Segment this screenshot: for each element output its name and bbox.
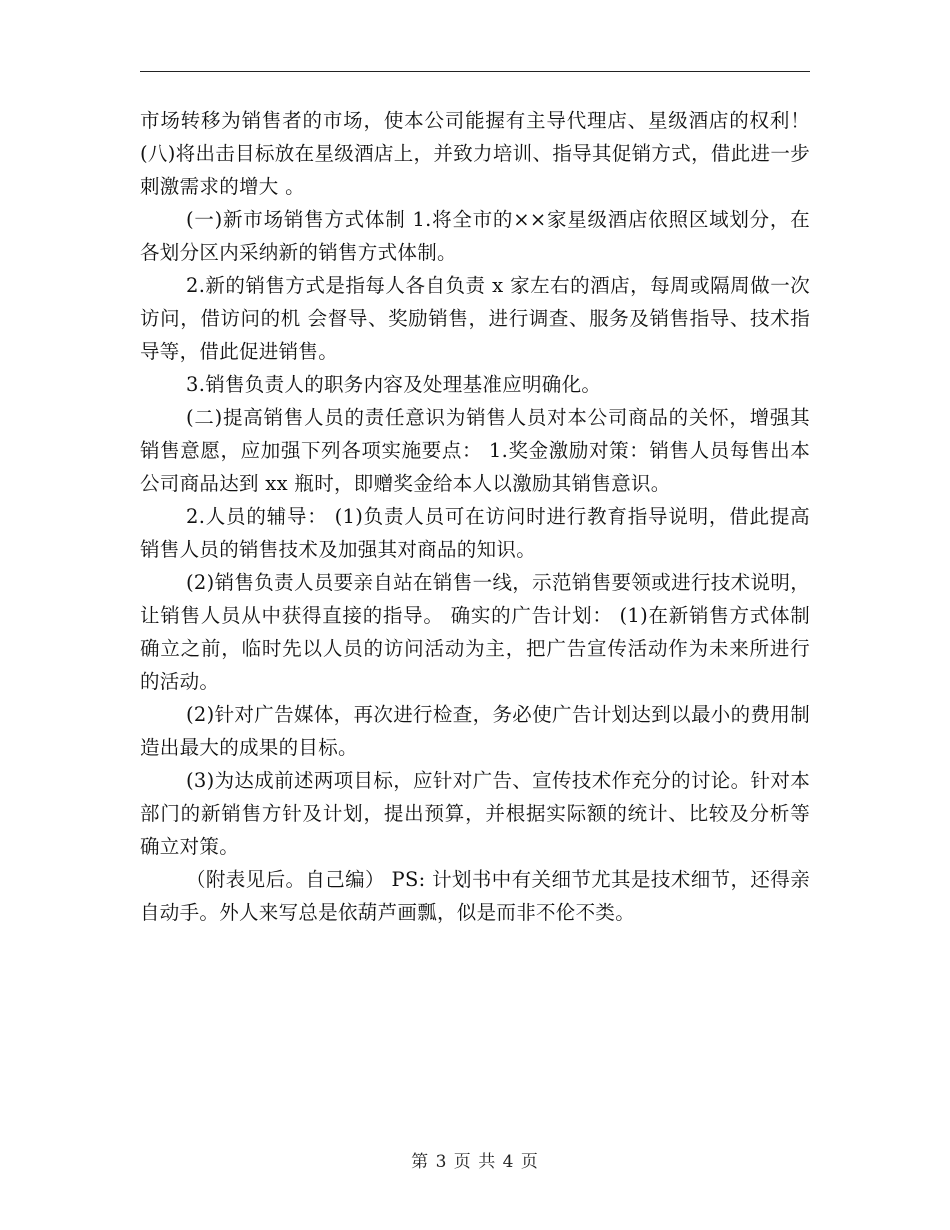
paragraph: (3)为达成前述两项目标，应针对广告、宣传技术作充分的讨论。针对本部门的新销售方针及计划，提出预算，并根据实际额的统计、比较及分析等确立对策。 [140, 769, 810, 858]
paragraph: (2)销售负责人员要亲自站在销售一线，示范销售要领或进行技术说明，让销售人员从中获得直接的指导。 确实的广告计划： (1)在新销售方式体制确立之前，临时先以人员的访问活动为主，把广告宣传活动作为未来所进行的活动。 [140, 571, 810, 693]
page-footer [0, 1147, 950, 1172]
document-body [140, 104, 810, 929]
paragraph: 2.新的销售方式是指每人各自负责 x 家左右的酒店，每周或隔周做一次访问，借访问的机 会督导、奖励销售，进行调查、服务及销售指导、技术指导等，借此促进销售。 [140, 274, 810, 363]
paragraph: 2.人员的辅导： (1)负责人员可在访问时进行教育指导说明，借此提高销售人员的销售技术及加强其对商品的知识。 [140, 505, 810, 561]
header-rule [140, 71, 810, 72]
paragraph: （附表见后。自己编） PS: 计划书中有关细节尤其是技术细节，还得亲自动手。外人来写总是依葫芦画瓢，似是而非不伦不类。 [140, 868, 810, 924]
page-number-label: 第 3 页 共 4 页 [411, 1152, 539, 1172]
paragraph: (一)新市场销售方式体制 1.将全市的××家星级酒店依照区域划分，在各划分区内采纳新的销售方式体制。 [140, 208, 810, 264]
paragraph: (2)针对广告媒体，再次进行检查，务必使广告计划达到以最小的费用制造出最大的成果的目标。 [140, 703, 810, 759]
paragraph: 市场转移为销售者的市场，使本公司能握有主导代理店、星级酒店的权利！(八)将出击目标放在星级酒店上，并致力培训、指导其促销方式，借此进一步刺激需求的增大 。 [140, 109, 810, 198]
paragraph: (二)提高销售人员的责任意识为销售人员对本公司商品的关怀，增强其销售意愿，应加强下列各项实施要点： 1.奖金激励对策：销售人员每售出本公司商品达到 xx 瓶时，即赠奖金给本人以激励其销售意识。 [140, 406, 810, 495]
paragraph: 3.销售负责人的职务内容及处理基准应明确化。 [186, 373, 602, 396]
